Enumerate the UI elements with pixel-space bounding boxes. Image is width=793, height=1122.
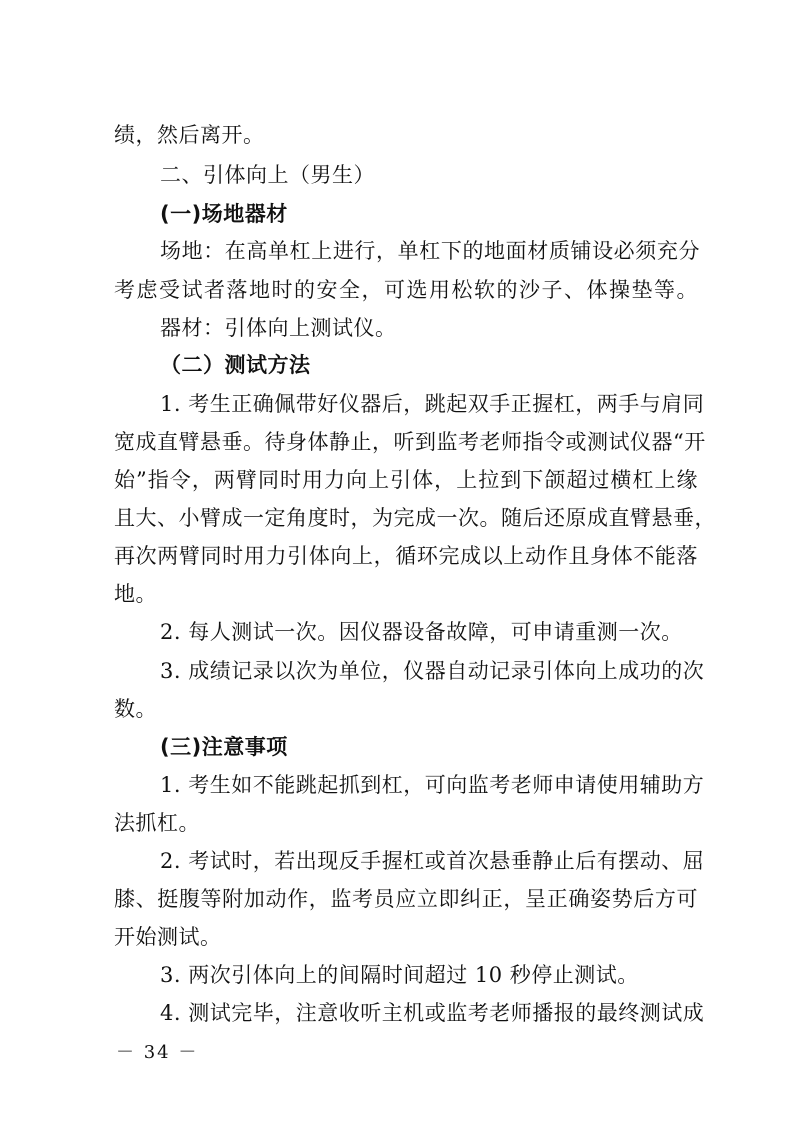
text-line: 宽成直臂悬垂。待身体静止，听到监考老师指令或测试仪器“开 [114, 430, 706, 454]
text-line: 再次两臂同时用力引体向上，循环完成以上动作且身体不能落 [114, 544, 698, 568]
text-line: 法抓杠。 [114, 811, 200, 835]
text-line: 地。 [114, 582, 157, 606]
text-line: 开始测试。 [114, 925, 222, 949]
text-line: 始”指令，两臂同时用力向上引体，上拉到下颌超过横杠上缘 [114, 468, 698, 492]
text-line: 器材：引体向上测试仪。 [160, 316, 397, 340]
text-line: 3. 成绩记录以次为单位，仪器自动记录引体向上成功的次 [160, 659, 705, 683]
subsection-heading: (三)注意事项 [160, 735, 288, 759]
subsection-heading: (一)场地器材 [160, 202, 288, 226]
page-number: － 34 － [116, 1042, 199, 1063]
text-line: 3. 两次引体向上的间隔时间超过 10 秒停止测试。 [160, 963, 639, 987]
text-line: 4. 测试完毕，注意收听主机或监考老师播报的最终测试成 [160, 1001, 705, 1025]
text-line: 且大、小臂成一定角度时，为完成一次。随后还原成直臂悬垂， [114, 506, 716, 530]
text-line: 场地：在高单杠上进行，单杠下的地面材质铺设必须充分 [160, 239, 700, 263]
text-line: 2. 每人测试一次。因仪器设备故障，可申请重测一次。 [160, 620, 683, 644]
text-line: 2. 考试时，若出现反手握杠或首次悬垂静止后有摆动、屈 [160, 849, 705, 873]
text-line: 1. 考生正确佩带好仪器后，跳起双手正握杠，两手与肩同 [160, 392, 705, 416]
text-line: 绩，然后离开。 [114, 123, 265, 147]
subsection-heading: （二）测试方法 [160, 353, 311, 377]
text-line: 膝、挺腹等附加动作，监考员应立即纠正，呈正确姿势后方可 [114, 887, 698, 911]
text-line: 数。 [114, 697, 157, 721]
text-line: 1. 考生如不能跳起抓到杠，可向监考老师申请使用辅助方 [160, 773, 705, 797]
section-heading: 二、引体向上（男生） [160, 163, 375, 187]
text-line: 考虑受试者落地时的安全，可选用松软的沙子、体操垫等。 [114, 278, 698, 302]
